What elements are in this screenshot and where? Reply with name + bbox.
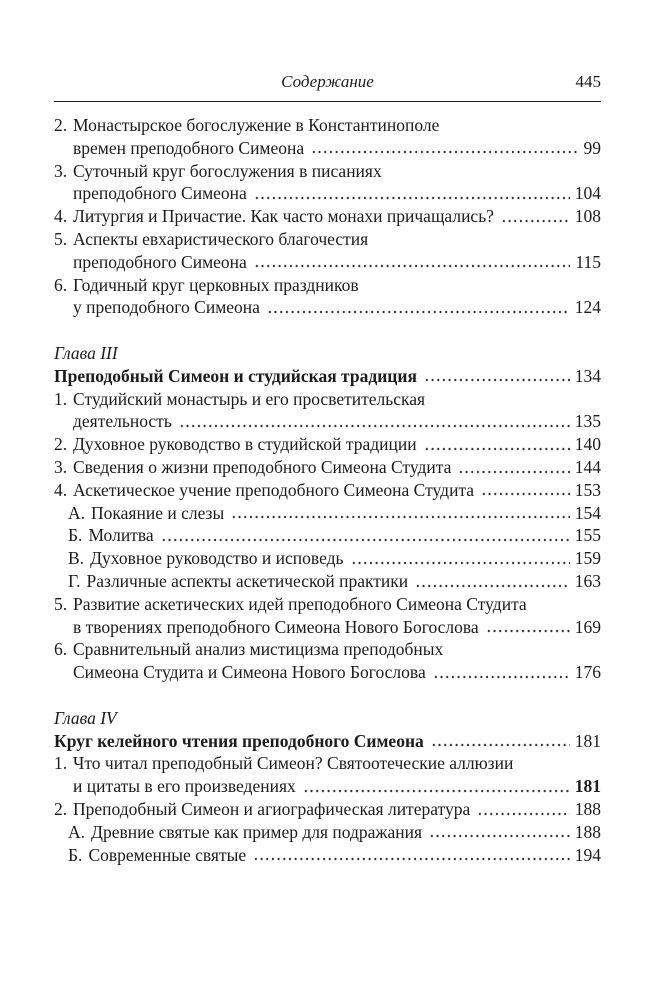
entry-line [54, 570, 601, 593]
entry-line [54, 137, 601, 160]
toc-subentry [54, 570, 601, 593]
entry-title: Сведения о жизни преподобного Симеона Студита [73, 456, 452, 477]
toc-subentry [54, 502, 601, 525]
entry-page-number: 188 [574, 798, 601, 819]
dot-leader [231, 502, 570, 525]
dot-leader [254, 251, 571, 274]
entry-title: Монастырское богослужение в Константинополе [73, 115, 440, 135]
entry-line [54, 752, 601, 775]
entry-page-number: 124 [574, 297, 601, 318]
dot-leader [458, 456, 569, 479]
entry-title: преподобного Симеона [73, 183, 247, 204]
text-block [54, 0, 601, 866]
toc-chapter [54, 342, 601, 388]
entry-number: 1. [54, 753, 68, 774]
entry-line [54, 798, 601, 821]
entry-number: 2. [54, 115, 68, 135]
entry-title: Аспекты евхаристического благочестия [73, 228, 369, 249]
entry-line [54, 593, 601, 616]
dot-leader [161, 524, 570, 547]
dot-leader [351, 547, 570, 570]
toc-entry [54, 456, 601, 479]
dot-leader [486, 616, 570, 639]
entry-title: Покаяние и слезы [91, 502, 225, 523]
dot-leader [179, 410, 570, 433]
dot-leader [481, 479, 570, 502]
dot-leader [501, 205, 570, 228]
chapter-label-text: Глава IV [54, 707, 117, 728]
entry-line [54, 547, 601, 570]
entry-page-number: 176 [574, 662, 601, 683]
toc-entry [54, 638, 601, 684]
chapter-title-row [54, 365, 601, 388]
dot-leader [253, 844, 570, 867]
running-head-page-number: 445 [575, 72, 601, 91]
entry-number: 2. [54, 434, 68, 455]
toc-subentry [54, 821, 601, 844]
entry-title: Различные аспекты аскетической практики [86, 570, 409, 591]
entry-page-number: 153 [574, 479, 601, 500]
chapter-label [54, 707, 601, 730]
entry-line [54, 228, 601, 251]
entry-letter: Б. [68, 844, 83, 865]
toc-entry [54, 228, 601, 274]
entry-number: 4. [54, 479, 68, 500]
entry-page-number: 144 [574, 456, 601, 477]
entry-title: Студийский монастырь и его просветительская [73, 388, 426, 409]
dot-leader [311, 137, 578, 160]
entry-letter: Г. [68, 570, 81, 591]
entry-line [54, 844, 601, 867]
entry-number: 4. [54, 206, 68, 227]
entry-page-number: 99 [583, 137, 601, 158]
entry-line [54, 251, 601, 274]
entry-title: Аскетическое учение преподобного Симеона Студита [73, 479, 475, 500]
toc-entry [54, 205, 601, 228]
toc-entry [54, 798, 601, 821]
dot-leader [433, 661, 570, 684]
entry-title: преподобного Симеона [73, 251, 247, 272]
entry-line [54, 296, 601, 319]
entry-number: 5. [54, 228, 68, 249]
toc-subentry [54, 547, 601, 570]
toc-entry [54, 388, 601, 434]
entry-title: у преподобного Симеона [73, 297, 260, 318]
dot-leader [303, 775, 570, 798]
entry-title: Развитие аскетических идей преподобного Симеона Студита [73, 593, 527, 614]
entry-page-number: 194 [574, 844, 601, 865]
entry-title: в творениях преподобного Симеона Нового Богослова [73, 616, 479, 637]
entry-page-number: 155 [574, 525, 601, 546]
running-head [54, 0, 601, 92]
entry-line [54, 661, 601, 684]
toc-chapter [54, 707, 601, 753]
entry-number: 3. [54, 456, 68, 477]
entry-page-number: 140 [574, 434, 601, 455]
entry-line [54, 616, 601, 639]
toc-entry [54, 160, 601, 206]
entry-line [54, 274, 601, 297]
entry-line [54, 205, 601, 228]
entry-number: 1. [54, 388, 68, 409]
entry-page-number: 108 [574, 206, 601, 227]
section-gap [54, 319, 601, 342]
chapter-title-row [54, 730, 601, 753]
entry-page-number: 169 [574, 616, 601, 637]
entry-line [54, 433, 601, 456]
entry-title: и цитаты в его произведениях [73, 776, 296, 797]
entry-letter: В. [68, 548, 85, 569]
entry-line [54, 524, 601, 547]
entry-number: 2. [54, 798, 68, 819]
toc-entry [54, 114, 601, 160]
chapter-label [54, 342, 601, 365]
dot-leader [254, 182, 570, 205]
toc-entry [54, 752, 601, 798]
toc-subentry [54, 524, 601, 547]
toc-entry [54, 274, 601, 320]
entry-line [54, 388, 601, 411]
entry-line [54, 775, 601, 798]
entry-page-number: 115 [575, 251, 601, 272]
dot-leader [429, 821, 570, 844]
entry-line [54, 114, 601, 137]
entry-number: 6. [54, 274, 68, 295]
entry-title: Молитва [88, 525, 154, 546]
dot-leader [424, 365, 570, 388]
entry-title: Древние святые как пример для подражания [91, 821, 423, 842]
entry-line [54, 502, 601, 525]
entry-letter: Б. [68, 525, 83, 546]
entry-page-number: 135 [574, 411, 601, 432]
entry-line [54, 638, 601, 661]
toc-entry [54, 593, 601, 639]
entry-page-number: 134 [574, 365, 601, 386]
entry-title: Духовное руководство и исповедь [90, 548, 344, 569]
entry-title: деятельность [73, 411, 172, 432]
entry-title: времен преподобного Симеона [73, 137, 305, 158]
toc-entry [54, 433, 601, 456]
entry-title: Духовное руководство в студийской традиции [73, 434, 417, 455]
toc-subentry [54, 844, 601, 867]
entry-title: Годичный круг церковных праздников [73, 274, 359, 295]
dot-leader [424, 433, 570, 456]
dot-leader [267, 296, 570, 319]
entry-title: Преподобный Симеон и агиографическая литература [73, 798, 471, 819]
running-head-title: Содержание [281, 72, 374, 91]
entry-line [54, 182, 601, 205]
entry-page-number: 104 [574, 183, 601, 204]
entry-title: Симеона Студита и Симеона Нового Богослова [73, 662, 426, 683]
entry-line [54, 821, 601, 844]
entry-number: 6. [54, 639, 68, 660]
entry-title: Современные святые [88, 844, 247, 865]
entry-line [54, 479, 601, 502]
chapter-label-text: Глава III [54, 342, 118, 363]
entry-page-number: 159 [574, 548, 601, 569]
dot-leader [415, 570, 570, 593]
dot-leader [477, 798, 570, 821]
entry-line [54, 456, 601, 479]
chapter-title: Круг келейного чтения преподобного Симеона [54, 730, 424, 751]
entry-title: Что читал преподобный Симеон? Святоотеческие аллюзии [73, 753, 514, 774]
entry-title: Литургия и Причастие. Как часто монахи причащались? [73, 206, 494, 227]
table-of-contents [54, 114, 601, 866]
entry-title: Сравнительный анализ мистицизма преподобных [73, 639, 444, 660]
entry-page-number: 188 [574, 821, 601, 842]
entry-title: Суточный круг богослужения в писаниях [73, 160, 382, 181]
entry-line [54, 410, 601, 433]
entry-page-number: 154 [574, 502, 601, 523]
entry-number: 5. [54, 593, 68, 614]
entry-number: 3. [54, 160, 68, 181]
entry-page-number: 181 [574, 776, 601, 797]
header-rule [54, 101, 601, 102]
entry-page-number: 181 [574, 730, 601, 751]
section-gap [54, 684, 601, 707]
entry-letter: А. [68, 502, 86, 523]
dot-leader [431, 730, 570, 753]
entry-page-number: 163 [574, 570, 601, 591]
entry-line [54, 160, 601, 183]
toc-entry [54, 479, 601, 502]
chapter-title: Преподобный Симеон и студийская традиция [54, 365, 417, 386]
entry-letter: А. [68, 821, 86, 842]
